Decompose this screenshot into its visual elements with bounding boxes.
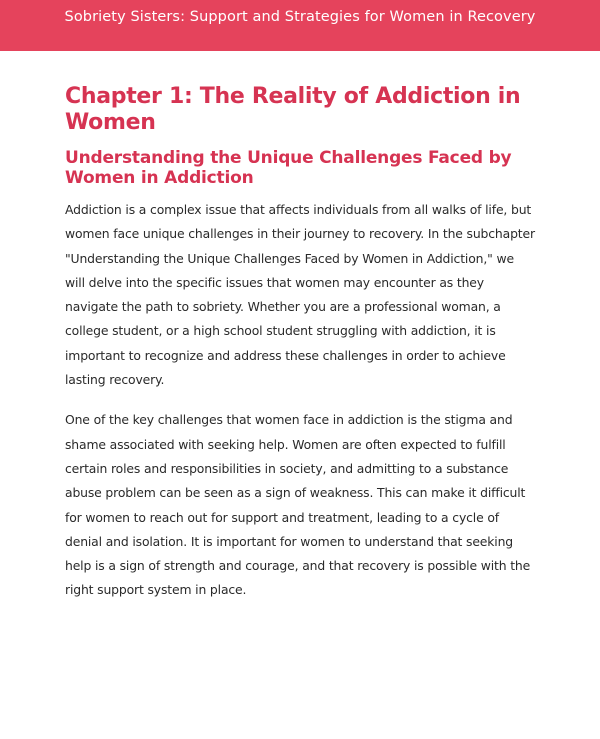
book-title: Sobriety Sisters: Support and Strategies for Women in Recovery	[64, 9, 536, 25]
body-paragraph: Addiction is a complex issue that affects individuals from all walks of life, but women face unique challenges in their journey to recovery. In the subchapter "Understanding the Unique Challenges Faced by Women in Addiction," we will delve into the specific issues that women may encounter as they navigate the path to sobriety. Whether you are a professional woman, a college student, or a high school student struggling with addiction, it is important to recognize and address these challenges in order to achieve lasting recovery.	[65, 202, 535, 388]
page-content	[65, 84, 537, 603]
body-paragraph: One of the key challenges that women face in addiction is the stigma and shame associated with seeking help. Women are often expected to fulfill certain roles and responsibilities in society, and admitting to a substance abuse problem can be seen as a sign of weakness. This can make it difficult for women to reach out for support and treatment, leading to a cycle of denial and isolation. It is important for women to understand that seeking help is a sign of strength and courage, and that recovery is possible with the right support system in place.	[65, 412, 531, 598]
chapter-title: Chapter 1: The Reality of Addiction in Women	[65, 84, 521, 135]
section-title: Understanding the Unique Challenges Faced by Women in Addiction	[65, 148, 512, 188]
header-bar	[0, 0, 600, 51]
